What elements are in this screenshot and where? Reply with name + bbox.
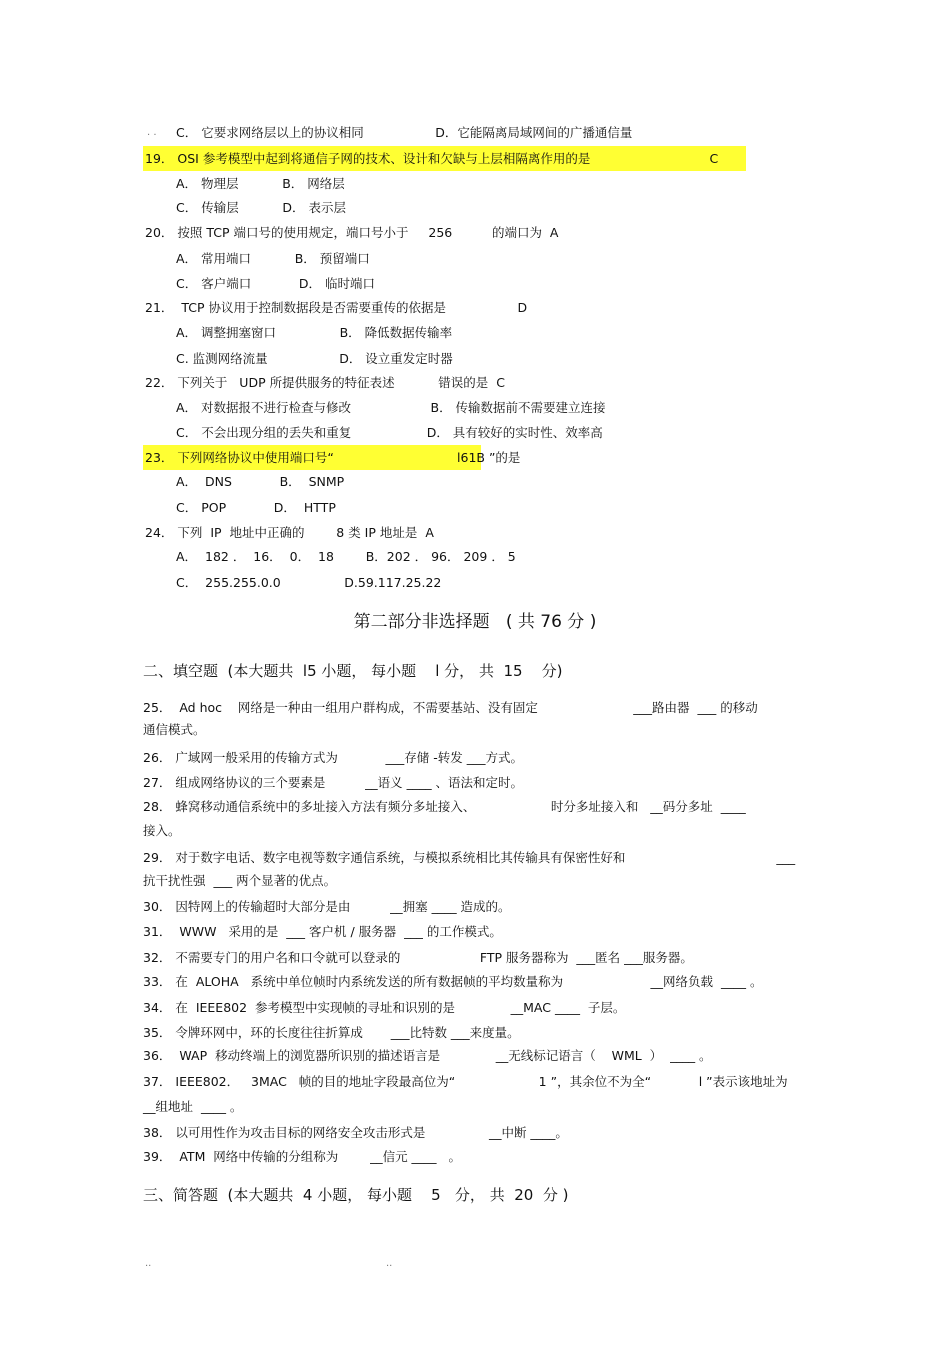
question-24-options-cd: C． 255.255.0.0 D.59.117.25.22 (176, 575, 442, 590)
section-short-answer-heading: 三、简答题 (本大题共 4 小题， 每小题 5 分， 共 20 分 ) (143, 1186, 569, 1204)
question-34: 34． 在 IEEE802 参考模型中实现帧的寻址和识别的是 __MAC ____ 子层。 (143, 1000, 626, 1015)
question-27: 27． 组成网络协议的三个要素是 __语义 ____ 、语法和定时。 (143, 775, 524, 790)
question-21: 21． TCP 协议用于控制数据段是否需要重传的依据是 D (145, 300, 528, 315)
question-35: 35． 令牌环网中，环的长度往往折算成 ___比特数 ___来度量。 (143, 1025, 520, 1040)
question-36: 36． WAP 移动终端上的浏览器所识别的描述语言是 __无线标记语言（ WML ） ____ 。 (143, 1048, 712, 1063)
question-25: 25． Ad hoc 网络是一种由一组用户群构成，不需要基站、没有固定 ___路由器 ___ 的移动 (143, 700, 758, 715)
question-23-options-ab: A． DNS B． SNMP (176, 474, 345, 489)
question-30: 30． 因特网上的传输超时大部分是由 __拥塞 ____ 造成的。 (143, 899, 511, 914)
question-24: 24． 下列 IP 地址中正确的 8 类 IP 地址是 A (145, 525, 434, 540)
question-37: 37． IEEE802． 3MAC 帧的目的地址字段最高位为“ 1 ”，其余位不为全“ l ”表示该地址为 (143, 1074, 788, 1089)
question-32: 32． 不需要专门的用户名和口令就可以登录的 FTP 服务器称为 ___匿名 ___服务器。 (143, 950, 693, 965)
section-fill-in-heading: 二、填空题 (本大题共 l5 小题， 每小题 l 分， 共 15 分) (143, 662, 563, 680)
question-21-options-ab: A． 调整拥塞窗口 B． 降低数据传输率 (176, 325, 453, 340)
footer-dots-right: .. (386, 1258, 393, 1269)
question-29-cont: 抗干扰性强 ___ 两个显著的优点。 (143, 873, 337, 888)
question-21-options-cd: C. 监测网络流量 D． 设立重发定时器 (176, 351, 453, 366)
question-20-options-ab: A． 常用端口 B． 预留端口 (176, 251, 370, 266)
question-33: 33． 在 ALOHA 系统中单位帧时内系统发送的所有数据帧的平均数量称为 __网络负载 ____ 。 (143, 974, 763, 989)
part-two-title: 第二部分非选择题 ( 共 76 分 ) (353, 612, 597, 632)
question-22-options-ab: A． 对数据报不进行检查与修改 B． 传输数据前不需要建立连接 (176, 400, 606, 415)
question-29: 29． 对于数字电话、数字电视等数字通信系统，与模拟系统相比其传输具有保密性好和 ___ (143, 850, 796, 865)
question-24-options-ab: A． 182 ． 16． 0． 18 B．202 ． 96． 209 ． 5 (176, 549, 516, 564)
question-18-options-cd: C． 它要求网络层以上的协议相同 D．它能隔离局域网间的广播通信量 (176, 125, 633, 140)
question-20-options-cd: C． 客户端口 D． 临时端口 (176, 276, 375, 291)
question-19-options-ab: A． 物理层 B． 网络层 (176, 176, 345, 191)
margin-dots: . . (147, 127, 157, 138)
question-25-cont: 通信模式。 (143, 722, 206, 737)
question-22-options-cd: C． 不会出现分组的丢失和重复 D． 具有较好的实时性、效率高 (176, 425, 603, 440)
question-31: 31． WWW 采用的是 ___ 客户机 / 服务器 ___ 的工作模式。 (143, 924, 502, 939)
question-38: 38． 以可用性作为攻击目标的网络安全攻击形式是 __中断 ____。 (143, 1125, 568, 1140)
question-28-cont: 接入。 (143, 823, 181, 838)
question-28: 28． 蜂窝移动通信系统中的多址接入方法有频分多址接入、 时分多址接入和 __码分多址 ____ (143, 799, 746, 814)
question-20: 20． 按照 TCP 端口号的使用规定，端口号小于 256 的端口为 A (145, 225, 559, 240)
question-26: 26． 广域网一般采用的传输方式为 ___存储 -转发 ___方式。 (143, 750, 524, 765)
question-39: 39． ATM 网络中传输的分组称为 __信元 ____ 。 (143, 1149, 461, 1164)
question-19: 19． OSI 参考模型中起到将通信子网的技术、设计和欠缺与上层相隔离作用的是 C (145, 151, 719, 166)
question-23: 23． 下列网络协议中使用端口号“ l61B ”的是 (145, 450, 521, 465)
question-19-options-cd: C． 传输层 D． 表示层 (176, 200, 347, 215)
question-37-cont: __组地址 ____ 。 (143, 1099, 243, 1114)
question-23-options-cd: C． POP D． HTTP (176, 500, 336, 515)
question-22: 22． 下列关于 UDP 所提供服务的特征表述 错误的是 C (145, 375, 505, 390)
footer-dots-left: .. (145, 1258, 152, 1269)
